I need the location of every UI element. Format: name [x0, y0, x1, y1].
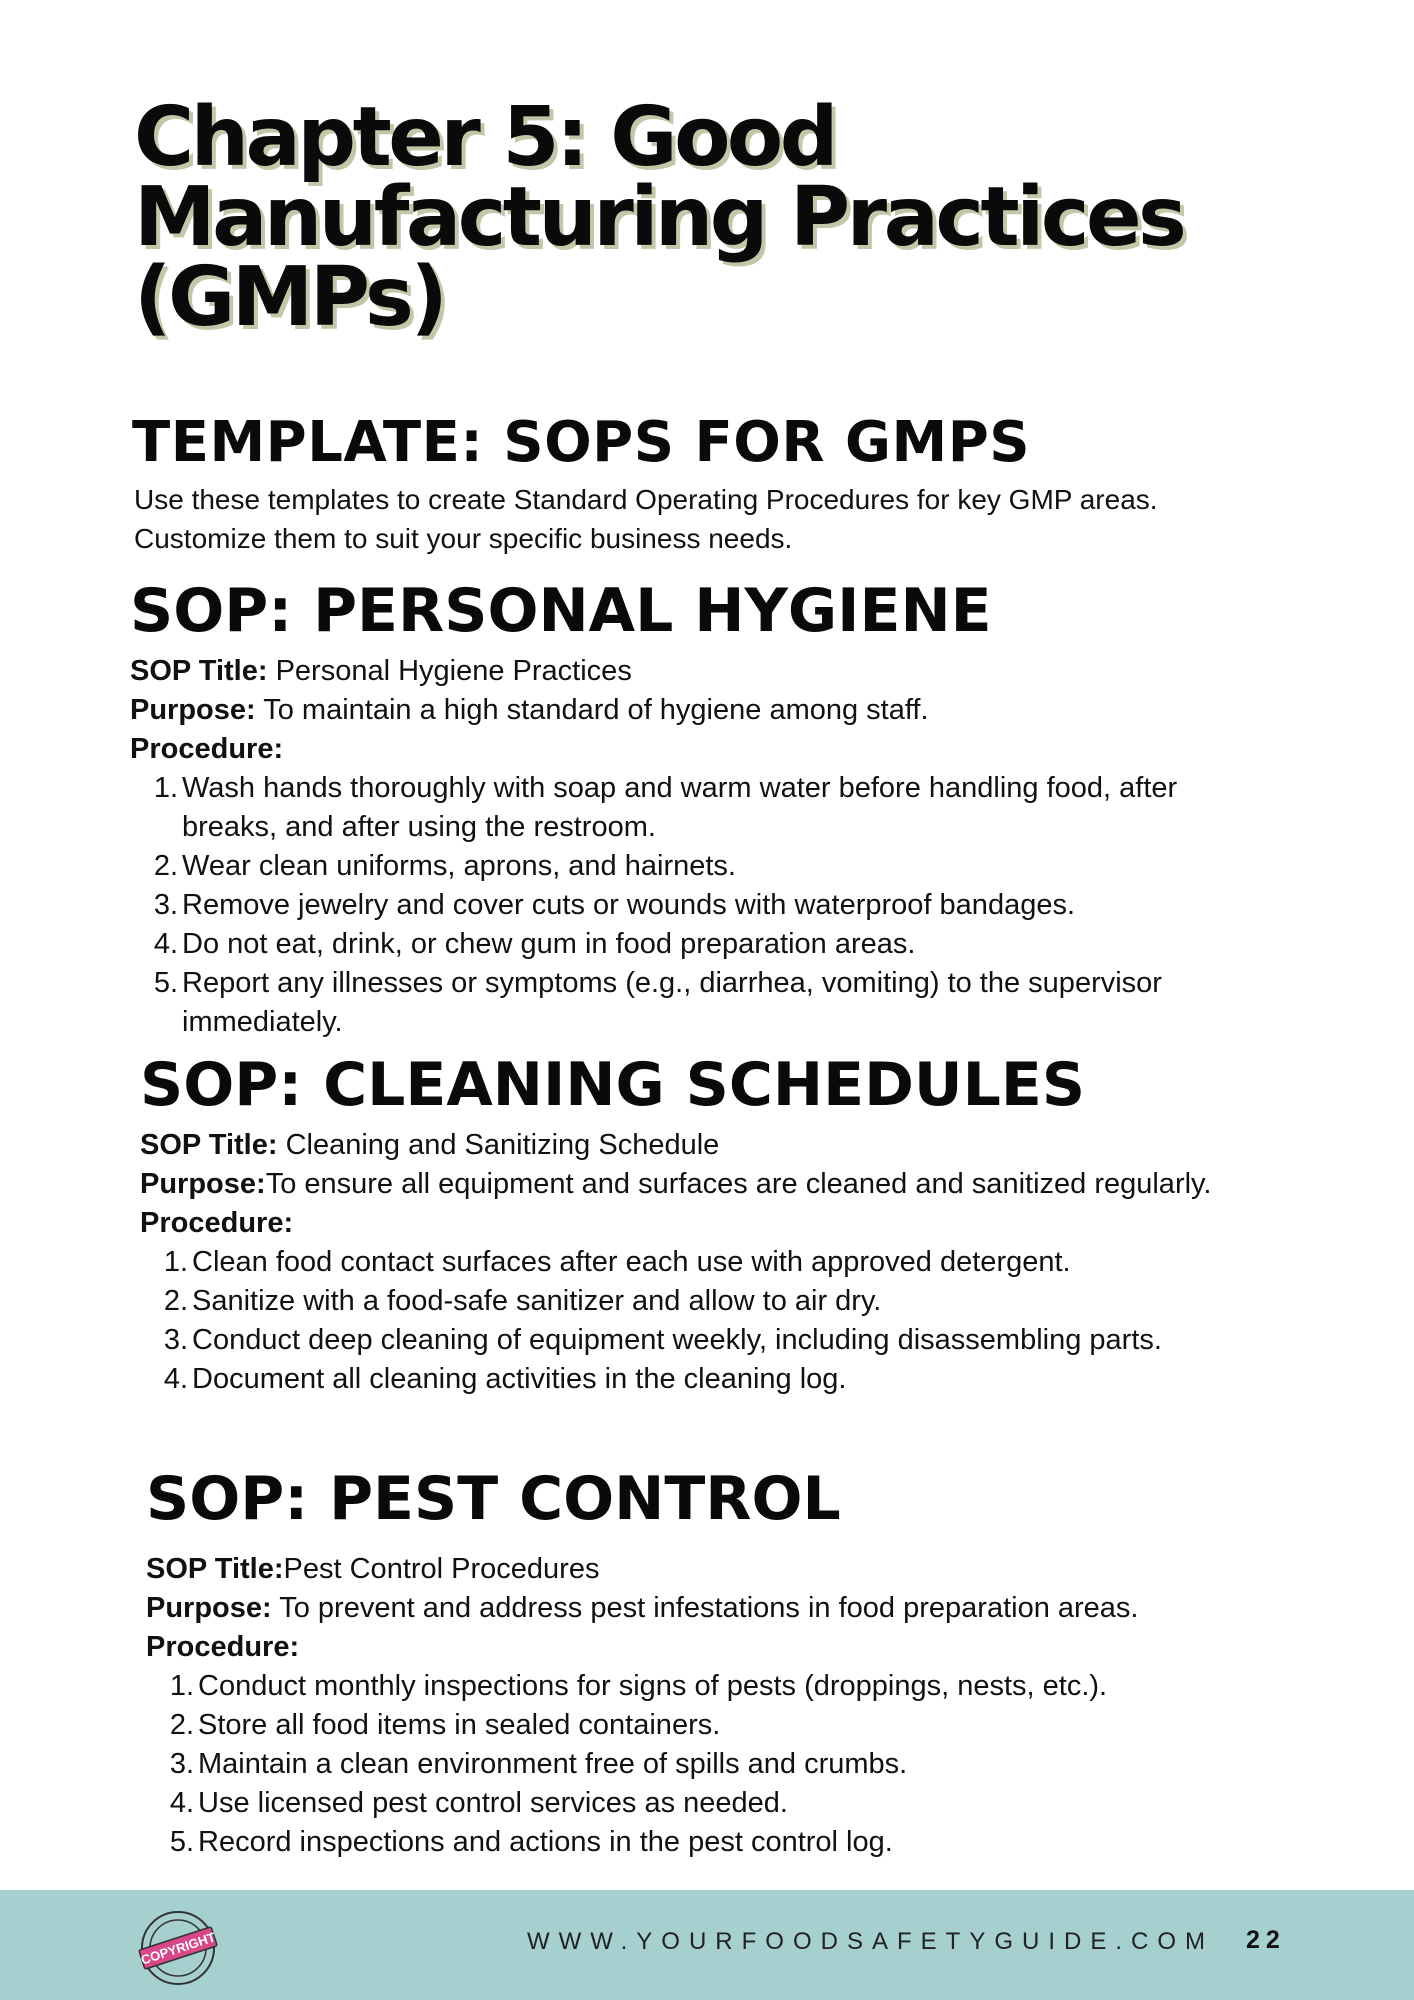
template-description-line: Customize them to suit your specific business needs.	[134, 523, 793, 554]
step-text: Wear clean uniforms, aprons, and hairnets.	[182, 850, 736, 882]
step-number: 1.	[169, 1670, 194, 1702]
step-text: Do not eat, drink, or chew gum in food preparation areas.	[182, 928, 916, 960]
procedure-step	[130, 886, 1240, 925]
template-heading: TEMPLATE: SOPS FOR GMPS	[132, 410, 1031, 475]
copyright-stamp-icon	[138, 1908, 218, 1988]
procedure-step	[146, 1745, 1306, 1784]
procedure-step	[146, 1784, 1306, 1823]
sop-purpose-line	[130, 691, 1240, 730]
procedure-step	[140, 1282, 1240, 1321]
procedure-step	[140, 1321, 1240, 1360]
sop-cleaning-schedules	[140, 1052, 1240, 1399]
step-number: 4.	[169, 1787, 194, 1819]
step-number: 1.	[163, 1246, 188, 1278]
sop-title-line	[130, 652, 1240, 691]
sop-procedure-label: Procedure:	[140, 1207, 294, 1239]
sop-purpose-value: To prevent and address pest infestations in food preparation areas.	[271, 1592, 1139, 1624]
step-number: 2.	[169, 1709, 194, 1741]
step-number: 3.	[153, 889, 178, 921]
sop-title-line	[140, 1126, 1240, 1165]
template-description	[134, 480, 1354, 558]
procedure-step	[130, 847, 1240, 886]
procedure-step	[146, 1667, 1306, 1706]
sop-purpose-value: To maintain a high standard of hygiene among staff.	[255, 694, 929, 726]
step-text: Remove jewelry and cover cuts or wounds with waterproof bandages.	[182, 889, 1076, 921]
sop-purpose-label: Purpose:	[146, 1592, 272, 1624]
procedure-step	[146, 1823, 1306, 1862]
step-text: Conduct monthly inspections for signs of pests (droppings, nests, etc.).	[198, 1670, 1108, 1702]
procedure-step	[130, 964, 1240, 1042]
chapter-title: Chapter 5: Good Manufacturing Practices (GMPs)	[134, 90, 1184, 345]
step-number: 4.	[153, 928, 178, 960]
sop-purpose-line	[140, 1165, 1240, 1204]
step-number: 3.	[163, 1324, 188, 1356]
step-number: 5.	[153, 967, 178, 999]
sop-title-value: Personal Hygiene Practices	[267, 655, 632, 687]
procedure-list	[140, 1243, 1240, 1399]
step-text: Use licensed pest control services as needed.	[198, 1787, 788, 1819]
stamp-text: COPYRIGHT	[139, 1929, 218, 1968]
step-number: 5.	[169, 1826, 194, 1858]
sop-pest-control	[146, 1466, 1306, 1862]
sop-purpose-label: Purpose:	[140, 1168, 266, 1200]
step-text: Maintain a clean environment free of spills and crumbs.	[198, 1748, 908, 1780]
procedure-step	[140, 1360, 1240, 1399]
procedure-list	[146, 1667, 1306, 1862]
sop-purpose-label: Purpose:	[130, 694, 256, 726]
step-text: Document all cleaning activities in the cleaning log.	[192, 1363, 847, 1395]
sop-procedure-label: Procedure:	[146, 1631, 300, 1663]
sop-heading: SOP: PEST CONTROL	[146, 1464, 841, 1534]
sop-purpose-value: To ensure all equipment and surfaces are cleaned and sanitized regularly.	[265, 1168, 1212, 1200]
sop-title-label: SOP Title:	[130, 655, 268, 687]
step-text: Store all food items in sealed containers.	[198, 1709, 721, 1741]
step-text: Record inspections and actions in the pest control log.	[198, 1826, 893, 1858]
sop-title-label: SOP Title:	[140, 1129, 278, 1161]
page-footer	[0, 1890, 1414, 2000]
procedure-step	[140, 1243, 1240, 1282]
step-text: Report any illnesses or symptoms (e.g., diarrhea, vomiting) to the supervisor immediately.	[182, 967, 1162, 1038]
step-number: 2.	[163, 1285, 188, 1317]
step-text: Conduct deep cleaning of equipment weekly, including disassembling parts.	[192, 1324, 1162, 1356]
step-text: Sanitize with a food-safe sanitizer and allow to air dry.	[192, 1285, 882, 1317]
step-number: 3.	[169, 1748, 194, 1780]
step-text: Clean food contact surfaces after each use with approved detergent.	[192, 1246, 1071, 1278]
step-text: Wash hands thoroughly with soap and warm water before handling food, after breaks, and after using the restroom.	[182, 772, 1178, 843]
sop-heading: SOP: PERSONAL HYGIENE	[130, 576, 992, 646]
procedure-list	[130, 769, 1240, 1042]
sop-personal-hygiene	[130, 578, 1240, 1042]
sop-title-value: Cleaning and Sanitizing Schedule	[277, 1129, 720, 1161]
procedure-step	[146, 1706, 1306, 1745]
procedure-step	[130, 925, 1240, 964]
sop-title-label: SOP Title:	[146, 1553, 284, 1585]
sop-title-value: Pest Control Procedures	[283, 1553, 600, 1585]
step-number: 1.	[153, 772, 178, 804]
sop-title-line	[146, 1550, 1306, 1589]
sop-purpose-line	[146, 1589, 1306, 1628]
page-number: 22	[1246, 1926, 1286, 1954]
step-number: 2.	[153, 850, 178, 882]
template-description-line: Use these templates to create Standard Operating Procedures for key GMP areas.	[134, 484, 1158, 515]
sop-procedure-label: Procedure:	[130, 733, 284, 765]
sop-heading: SOP: CLEANING SCHEDULES	[140, 1050, 1086, 1120]
website-url[interactable]: WWW.YOURFOODSAFETYGUIDE.COM	[527, 1928, 1214, 1955]
step-number: 4.	[163, 1363, 188, 1395]
procedure-step	[130, 769, 1240, 847]
